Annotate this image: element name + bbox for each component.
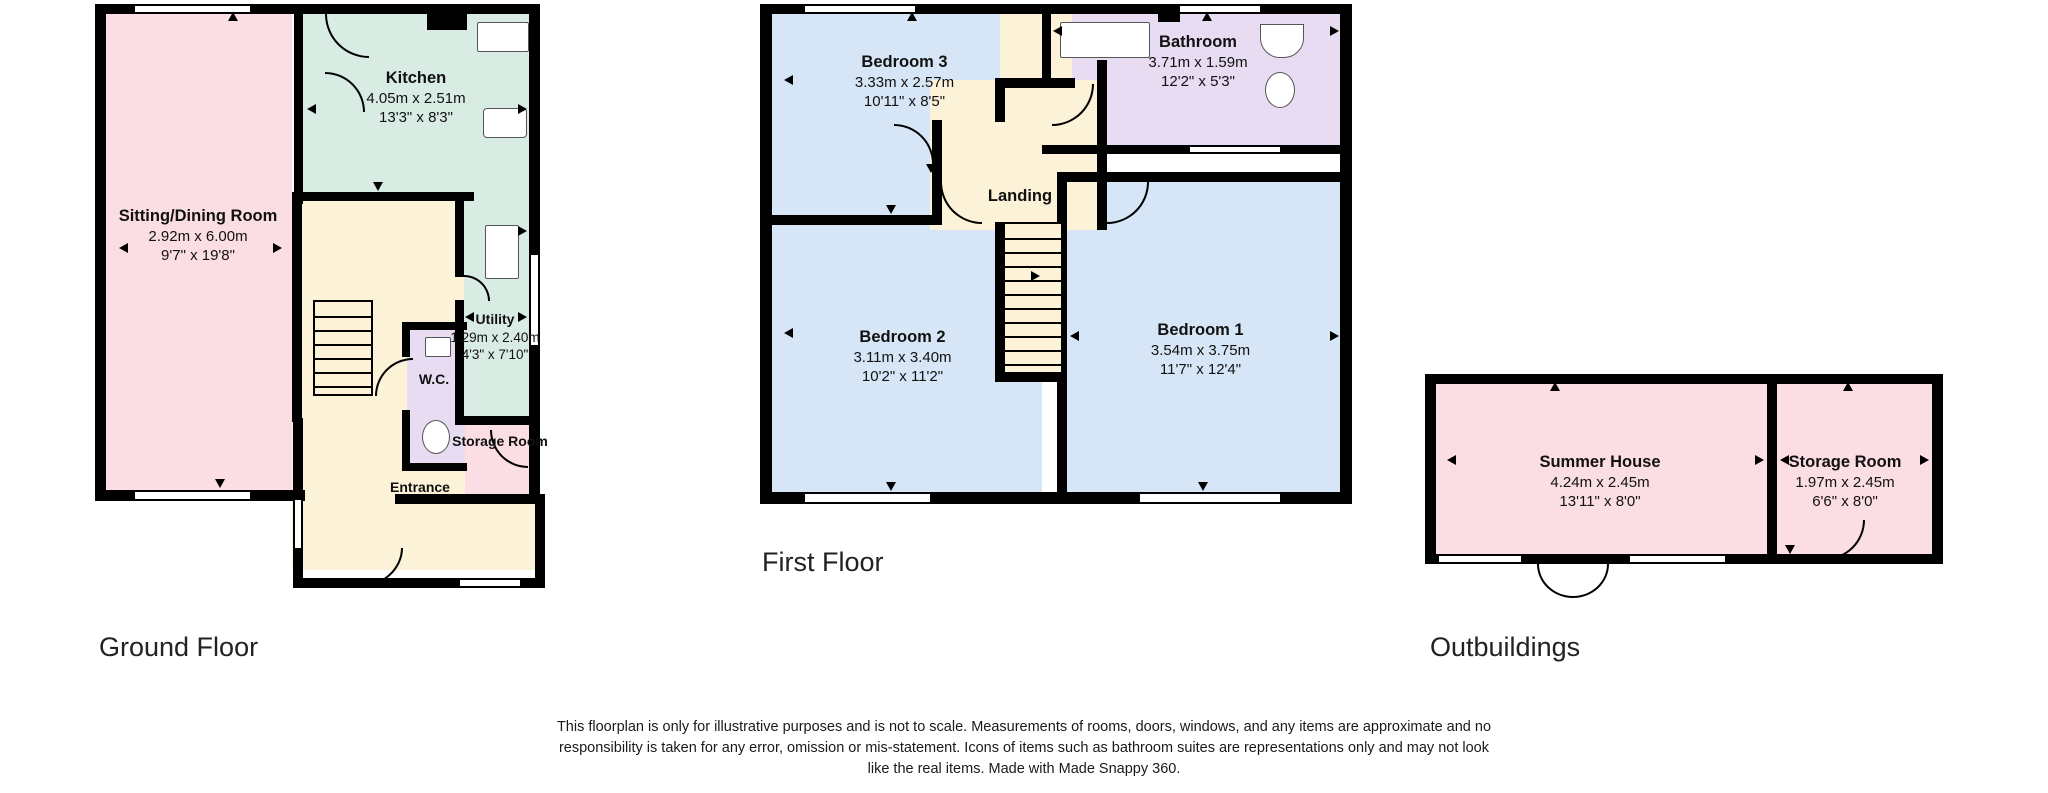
wall-exterior-right: [529, 4, 540, 504]
room-dimension-imperial: 10'11" x 8'5": [863, 93, 946, 111]
room-label-summer-house: [1500, 452, 1700, 511]
wall-interior-kitchen-bottom: [294, 192, 474, 201]
wall-first-bathroom-left: [1042, 4, 1051, 84]
wall-interior-wc-bottom: [402, 463, 467, 471]
ground-floor-plan: [95, 0, 695, 600]
first-floor-plan: [760, 0, 1380, 520]
dimension-arrow-down-bedroom2: [886, 482, 896, 491]
room-label-storage-ground: [435, 433, 565, 451]
wall-out-left: [1425, 374, 1436, 564]
wall-exterior-top-right: [300, 4, 540, 14]
door-arc-summer-house-right: [1573, 564, 1609, 598]
room-dimension-metric: 4.24m x 2.45m: [1550, 474, 1650, 492]
room-label-sitting-dining: [98, 206, 298, 265]
room-name: Utility: [475, 311, 515, 327]
room-name: Storage Room: [1788, 453, 1902, 471]
window-bedroom3-top: [805, 4, 915, 14]
dimension-arrow-up-summer-house: [1550, 382, 1560, 391]
dimension-arrow-up-bedroom3: [907, 12, 917, 21]
staircase-ground: [313, 300, 373, 396]
dimension-arrow-right-utility: [518, 226, 527, 236]
wall-first-right: [1340, 4, 1352, 504]
outbuildings-plan: [1425, 370, 1955, 590]
dimension-arrow-right-bedroom2: [1031, 271, 1040, 281]
room-label-landing: [940, 186, 1100, 207]
room-dimension-metric: 3.71m x 1.59m: [1148, 54, 1248, 72]
window-summer-house-bottom-left: [1439, 554, 1521, 564]
room-dimension-imperial: 6'6" x 8'0": [1812, 493, 1878, 511]
staircase-first: [1003, 222, 1063, 374]
outbuildings-title: Outbuildings: [1430, 632, 1581, 662]
room-label-wc: [401, 371, 467, 389]
room-dimension-imperial: 13'11" x 8'0": [1559, 493, 1641, 511]
room-label-entrance: [345, 479, 495, 497]
dimension-arrow-up-storage-out: [1843, 382, 1853, 391]
room-label-utility: [440, 311, 550, 363]
room-label-bathroom: [1098, 32, 1298, 91]
dimension-arrow-right-bathroom: [1330, 26, 1339, 36]
wall-first-bed2-top: [760, 215, 940, 225]
room-dimension-metric: 3.54m x 3.75m: [1150, 342, 1251, 360]
room-dimension-imperial: 11'7" x 12'4": [1159, 361, 1242, 379]
room-dimension-imperial: 12'2" x 5'3": [1161, 73, 1235, 91]
window-entrance-bottom: [460, 578, 520, 588]
room-name: Summer House: [1539, 453, 1661, 471]
room-dimension-imperial: 13'3" x 8'3": [379, 109, 453, 127]
wall-kitchen-counter-block: [427, 4, 467, 30]
window-bathroom-top: [1180, 4, 1260, 14]
room-label-bedroom3: [802, 52, 1007, 111]
wall-interior-wc-left2: [402, 410, 410, 470]
room-name: Sitting/Dining Room: [118, 207, 278, 225]
dimension-arrow-down-bedroom1: [1198, 482, 1208, 491]
wall-interior-utility-left: [455, 192, 464, 277]
room-name: Bedroom 2: [859, 328, 946, 346]
door-arc-summer-house-left: [1537, 564, 1573, 598]
dimension-arrow-down-kitchen: [373, 182, 383, 191]
window-bedroom1-bottom: [1140, 492, 1280, 504]
wall-out-bottom-right: [1765, 554, 1943, 564]
room-dimension-imperial: 10'2" x 11'2": [861, 368, 944, 386]
dimension-arrow-right-kitchen: [518, 104, 527, 114]
dimension-arrow-left-bedroom3: [784, 75, 793, 85]
dimension-arrow-down-landing: [926, 164, 936, 173]
dimension-arrow-left-summer-house: [1447, 455, 1456, 465]
wall-interior-storage-top: [455, 416, 535, 425]
dimension-arrow-left-bathroom: [1053, 26, 1062, 36]
ground-floor-title: Ground Floor: [99, 632, 259, 662]
room-dimension-metric: 1.29m x 2.40m: [450, 329, 540, 345]
room-label-storage-outbuilding: [1755, 452, 1935, 511]
room-dimension-imperial: 4'3" x 7'10": [461, 347, 529, 363]
dimension-arrow-down-bedroom3: [886, 205, 896, 214]
dimension-arrow-up-sitting: [228, 12, 238, 21]
room-label-kitchen: [321, 68, 511, 127]
room-name: Bedroom 3: [861, 53, 948, 71]
window-entrance-left: [293, 500, 303, 548]
window-sitting-bottom: [135, 490, 250, 501]
dimension-arrow-down-storage-out: [1785, 545, 1795, 554]
room-dimension-metric: 4.05m x 2.51m: [366, 90, 466, 108]
wall-out-top: [1425, 374, 1943, 384]
dimension-arrow-left-bedroom2: [784, 328, 793, 338]
dimension-arrow-left-bedroom1: [1070, 331, 1079, 341]
room-dimension-metric: 3.33m x 2.57m: [854, 74, 955, 92]
room-name: Storage Room: [452, 433, 548, 449]
room-dimension-metric: 1.97m x 2.45m: [1795, 474, 1895, 492]
wall-interior-kitchen-left: [294, 4, 303, 204]
room-label-bedroom2: [800, 327, 1005, 386]
room-name: Landing: [987, 187, 1053, 205]
room-name: Bedroom 1: [1157, 321, 1244, 339]
room-name: W.C.: [418, 371, 450, 387]
window-bedroom1-top-inner: [1190, 145, 1280, 154]
room-dimension-metric: 2.92m x 6.00m: [148, 228, 248, 246]
dimension-arrow-down-sitting: [215, 479, 225, 488]
wall-entrance-right: [535, 494, 545, 588]
bathroom-partition: [1158, 4, 1180, 22]
dimension-arrow-up-bathroom: [1202, 12, 1212, 21]
room-name: Entrance: [390, 479, 450, 495]
room-name: Kitchen: [385, 69, 447, 87]
dimension-arrow-left-kitchen: [307, 104, 316, 114]
room-label-bedroom1: [1098, 320, 1303, 379]
window-bedroom2-bottom: [805, 492, 930, 504]
wall-first-left: [760, 4, 772, 504]
first-floor-title: First Floor: [762, 547, 884, 577]
room-name: Bathroom: [1159, 33, 1237, 51]
kitchen-sink-icon: [477, 22, 529, 52]
room-dimension-metric: 3.11m x 3.40m: [853, 349, 952, 367]
window-summer-house-bottom-right: [1630, 554, 1725, 564]
kitchen-appliance-icon: [485, 225, 519, 279]
dimension-arrow-right-bedroom1: [1330, 331, 1339, 341]
room-dimension-imperial: 9'7" x 19'8": [161, 247, 235, 265]
disclaimer-text: This floorplan is only for illustrative purposes and is not to scale. Measurements of rooms, doors, windows, and any items are approximate and no responsibility is taken for any error, omission or mis-statement. Icons of items such as bathroom suites are representations only and may not look like the real items. Made with Made Snappy 360.: [556, 719, 1492, 778]
